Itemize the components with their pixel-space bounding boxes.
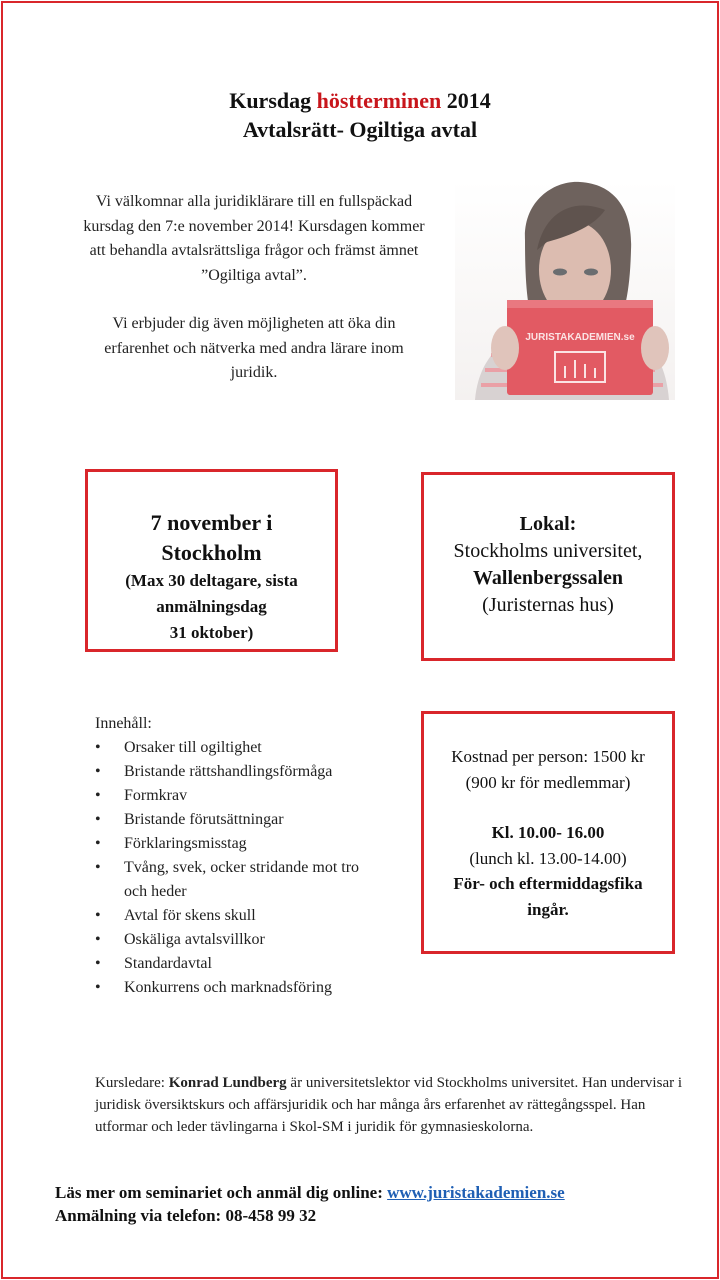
list-item: • Formkrav bbox=[95, 784, 365, 808]
content-list bbox=[95, 736, 365, 1000]
footer-online-text: Läs mer om seminariet och anmäl dig online: bbox=[55, 1183, 383, 1202]
intro-paragraph-2: Vi erbjuder dig även möjligheten att öka din erfarenhet och nätverka med andra lärare inom juridik. bbox=[104, 315, 404, 381]
content-heading: Innehåll: bbox=[95, 715, 152, 732]
date-main-line1: 7 november i bbox=[150, 510, 273, 535]
list-item: • Standardavtal bbox=[95, 952, 365, 976]
cost-time: Kl. 10.00- 16.00 bbox=[491, 823, 605, 842]
cost-box bbox=[421, 711, 675, 954]
date-box bbox=[85, 469, 338, 652]
list-item: • Avtal för skens skull bbox=[95, 904, 365, 928]
course-leader-text bbox=[95, 1072, 690, 1138]
cost-price: Kostnad per person: 1500 kr (900 kr för medlemmar) bbox=[451, 747, 645, 792]
book-brand-text: JURISTAKADEMIEN.se bbox=[525, 332, 635, 343]
location-line3: (Juristernas hus) bbox=[482, 594, 614, 616]
title-prefix: Kursdag bbox=[229, 88, 312, 113]
location-line1: Stockholms universitet, bbox=[453, 540, 643, 562]
footer bbox=[55, 1181, 705, 1227]
location-label: Lokal: bbox=[519, 513, 577, 535]
title-year: 2014 bbox=[446, 88, 491, 113]
list-item: • Bristande förutsättningar bbox=[95, 808, 365, 832]
list-item: • Tvång, svek, ocker stridande mot tro och heder bbox=[95, 856, 365, 904]
page-title-line2: Avtalsrätt- Ogiltiga avtal bbox=[242, 117, 478, 142]
title-accent: höstterminen bbox=[316, 88, 442, 113]
list-item: • Bristande rättshandlingsförmåga bbox=[95, 760, 365, 784]
date-sub-line3: 31 oktober) bbox=[169, 623, 254, 642]
intro-paragraph-1: Vi välkomnar alla juridiklärare till en fullspäckad kursdag den 7:e november 2014! Kursdagen kommer att behandla avtalsrättsliga frågor och främst ämnet ”Ogiltiga avtal”. bbox=[83, 193, 425, 284]
list-item: • Förklaringsmisstag bbox=[95, 832, 365, 856]
list-item: • Oskäliga avtalsvillkor bbox=[95, 928, 365, 952]
date-sub-line1: (Max 30 deltagare, sista bbox=[125, 571, 298, 590]
intro-text bbox=[80, 190, 428, 386]
list-item: • Konkurrens och marknadsföring bbox=[95, 976, 365, 1000]
page-title-line1 bbox=[0, 87, 720, 114]
cost-lunch: (lunch kl. 13.00-14.00) bbox=[469, 848, 627, 868]
list-item: • Orsaker till ogiltighet bbox=[95, 736, 365, 760]
date-sub-line2: anmälningsdag bbox=[156, 597, 267, 616]
course-content bbox=[95, 712, 365, 1000]
woman-with-book-photo bbox=[455, 180, 675, 400]
cost-details bbox=[424, 744, 672, 922]
location-box bbox=[421, 472, 675, 661]
website-link[interactable]: www.juristakademien.se bbox=[387, 1183, 565, 1202]
location-line2: Wallenbergssalen bbox=[472, 567, 623, 589]
leader-bio: är universitetslektor vid Stockholms universitet. Han undervisar i juridisk översiktskurs och affärsjuridik och har många års erfarenhet av rättegångsspel. Han utformar och leder tävlingarna i Skol-SM i juridik för gymnasieskolorna. bbox=[95, 1075, 683, 1135]
date-main-line2: Stockholm bbox=[161, 540, 262, 565]
leader-label: Kursledare: bbox=[95, 1075, 165, 1091]
leader-name: Konrad Lundberg bbox=[168, 1075, 287, 1091]
footer-online-line bbox=[55, 1181, 705, 1204]
footer-phone-line: Anmälning via telefon: 08-458 99 32 bbox=[55, 1206, 317, 1225]
cost-fika: För- och eftermiddagsfika ingår. bbox=[453, 874, 643, 919]
